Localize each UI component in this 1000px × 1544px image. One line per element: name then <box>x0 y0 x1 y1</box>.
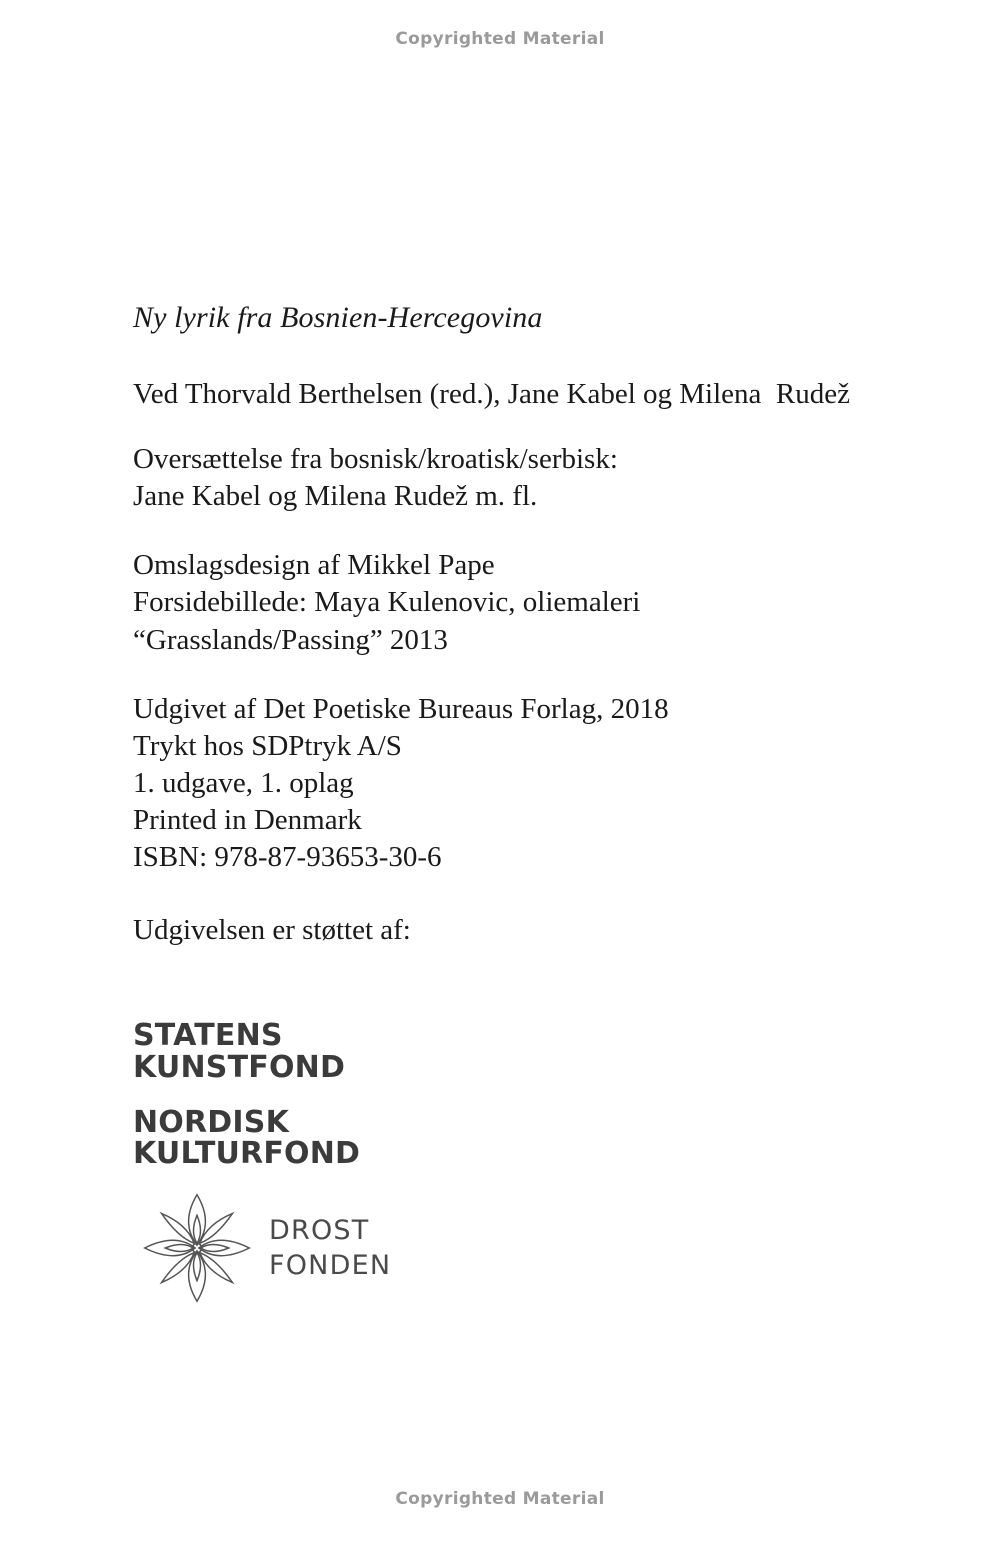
edition-line: 1. udgave, 1. oplag <box>133 766 354 799</box>
nordisk-kulturfond-logo <box>133 1104 733 1171</box>
editors-line: Ved Thorvald Berthelsen (red.), Jane Kabel og Milena Rudež <box>133 378 850 410</box>
nordisk-kulturfond-line-2: KULTURFOND <box>133 1135 361 1171</box>
cover-image-line: Forsidebillede: Maya Kulenovic, oliemaleri <box>133 586 641 619</box>
publication-block <box>133 691 893 877</box>
isbn-line: ISBN: 978-87-93653-30-6 <box>133 841 442 874</box>
cover-artwork-title-line: “Grasslands/Passing” 2013 <box>133 623 448 656</box>
drost-fonden-logo <box>141 1187 733 1309</box>
translation-block <box>133 441 893 515</box>
statens-kunstfond-logo <box>133 1020 733 1085</box>
drost-flower-icon <box>141 1187 253 1309</box>
statens-kunstfond-line-1: STATENS <box>133 1018 283 1053</box>
sponsor-logos <box>133 1020 733 1309</box>
drost-fonden-line-1: DROST <box>269 1214 370 1246</box>
translation-line-1: Oversættelse fra bosnisk/kroatisk/serbisk: <box>133 443 618 476</box>
copyright-watermark-bottom: Copyrighted Material <box>395 1489 605 1509</box>
drost-fonden-wordmark <box>269 1213 391 1284</box>
support-heading: Udgivelsen er støttet af: <box>133 914 411 947</box>
printer-line: Trykt hos SDPtryk A/S <box>133 729 402 762</box>
translation-line-2: Jane Kabel og Milena Rudež m. fl. <box>133 480 538 513</box>
publisher-line: Udgivet af Det Poetiske Bureaus Forlag, 2018 <box>133 692 669 725</box>
copyright-watermark-top: Copyrighted Material <box>395 29 605 49</box>
colophon-page <box>133 300 893 949</box>
nordisk-kulturfond-line-1: NORDISK <box>133 1104 290 1140</box>
drost-fonden-line-2: FONDEN <box>269 1250 392 1282</box>
cover-design-line: Omslagsdesign af Mikkel Pape <box>133 549 495 582</box>
statens-kunstfond-line-2: KUNSTFOND <box>133 1050 346 1086</box>
cover-credits-block <box>133 547 893 658</box>
printed-in-line: Printed in Denmark <box>133 803 362 836</box>
editors-block <box>133 376 893 413</box>
book-title: Ny lyrik fra Bosnien-Hercegovina <box>133 301 543 334</box>
